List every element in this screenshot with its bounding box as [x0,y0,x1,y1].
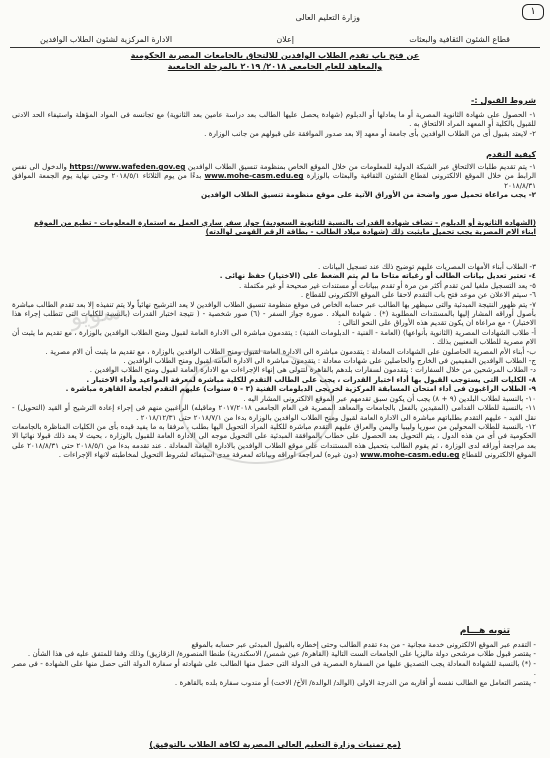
ministry-name: وزارة التعليم العالى [295,13,360,22]
apply-item-1-dates: بدءًا من يوم الثلاثاء ٢٠١٨/٥/١ وحتى نهاية يوم الجمعة الموافق ٢٠١٨/٨/٣١ [12,171,536,190]
admission-item-2: ٢- لايعتد بقبول أى من الطلاب الوافدين بأى جامعة أو معهد إلا بعد صدور الموافقة على قبولهم من جانب الوزارة . [204,128,536,138]
admission-item-1: ١- الحصول على شهادة الثانوية المصرية أو ما يعادلها أو الدبلوم (شهادة يحصل عليها الطالب بعد دراسة عامين بعد الثانوية) مع تجانسه فى المواد المؤهلة واستيفاء الحد الادنى للقبول بالكلية أو المعهد المراد الالتحاق به . [12,110,536,129]
notice-list [12,640,536,687]
stamp-seal [180,350,334,464]
list-item: ٨- الكليات التى يستوجب القبول بها أداء اختبار القدرات ، يجب على الطالب التقدم للكلية مباشرة لمعرفة المواعيد وأداء الاختبار . [86,374,536,384]
notice-item: - يقتصر قبول طلاب مرشحى دولة ماليزيا على الجامعات الست التالية (القاهرة/ عين شمس/ الاسكندرية) طنطا المنصورة/ الزقازيق) وذلك وفقا للمتفق عليه فى هذا الشأن . [27,649,536,659]
wafeden-link[interactable]: https://www.wafeden.gov.eg [69,162,186,171]
item-12-text: ١٢- بالنسبة للطلاب المحولين من سوريا وليبيا واليمن والعراق عليهم التقدم مباشرة للكلية المراد التحويل اليها بطلب ، مرفقا به ما يفيد قيده بأى من الكليات المناظرة بالجامعات الحكومية فى أى من هذه الدول ، يتم التحويل بعد الحصول على خطاب بالموافقة المبدئية على التحويل موجه الى الادارة العامة للقبول بالوزارة ، بحيث لا يعد ذلك قبولا نهائيا الا بعد مراجعة أوراقه لدى الوزارة ، ثم يقوم الطالب بتحميل هذه المستندات على موقع الطلاب الوافدين بالادارة العامة المعادلة . عند تقدمه بدءا من ٢٠١٨/٥/١ حتى ٢٠١٨/٨/٣١ على الموقع الالكترونى للقطاع [12,421,536,460]
apply-instructions [12,162,536,200]
list-item: ٦- سيتم الاعلان عن موعد فتح باب التقدم لاحقا على الموقع الالكترونى للقطاع . [300,290,536,300]
apply-heading: كيفية التقدم [486,150,536,159]
list-item: ١١- بالنسبة للطلاب القدامى (المقيدين بالفعل بالجامعات والمعاهد المصرية فى العام الجامعى ٢٠١٧/٢٠١٨ وماقبله) الراغبين منهم فى إجراء إعادة الترشيح أو القيد (التحويل) - نقل القيد - عليهم التقدم بطلباتهم مباشرة الى الادارة العامة لقبول ومنح الطلاب الوافدين بالوزارة بدءا من ٢٠١٨/٧/١ حتى ٢٠١٨/١٢/٣١ . [12,403,536,422]
list-item: ٩- الطلاب الراغبون فى أداء امتحان المسابقة المركزية لخريجى الدبلومات الفنية (٣ - ٥ سنوات) عليهم التقدم لجامعة القاهرة مباشرة . [65,384,536,394]
list-item: ٤- تعتبر تعديل بيانات الطالب أو رغباته متاحا ما لم يتم الضغط على (الاختيار) حفظ نهائى . [219,271,536,281]
mohe-link-2[interactable]: www.mohe-casm.edu.eg [360,450,460,460]
notice-heading: تنويه هـــام [459,626,510,636]
apply-item-1-text: ١- يتم تقديم طلبات الالتحاق عبر الشبكة الدولية للمعلومات من خلال الموقع الخاص بمنظومة تنسيق الطلاب الوافدين [187,162,536,171]
apply-item-1 [12,162,536,190]
page-number: ١ [522,4,544,20]
sector-name: قطاع الشئون الثقافية والبعثات [409,35,510,44]
notice-item: - يقتصر التعامل مع الطالب نفسه أو أقاربه من الدرجة الاولى (الوالد/ الوالدة/ الأخ/ الاخت) أو مندوب سفارة بلده بالقاهرة . [174,677,536,687]
announcement-title [60,50,490,72]
header-divider [10,47,540,48]
announcement-label: إعلان [276,35,294,44]
sub-item: ج- الطلاب الوافدين المقيمين فى الخارج والحاصلين على شهادات معادلة : يتقدمون مباشرة الى الادارة العامة لقبول ومنح الطلاب الوافدين . [123,356,536,366]
notice-item: - التقدم عبر الموقع الالكترونى خدمة مجانية - من بدء تقدم الطالب وحتى إخطاره بالقبول المبدئى عبر حسابه بالموقع [191,640,536,649]
watermark: سويو [68,296,124,332]
sub-item: أ- طلاب الشهادات المصرية (الثانوية بأنواعها) (العامة - الفنية - الدبلومات الفنية) : يتقدمون مباشرة الى الادارة العامة لقبول ومنح الطلاب الوافدين بالوزارة ، مع تقديم ما يثبت أن الام مصرية للطلاب المعنيين بذلك . [12,327,536,347]
sub-item: د- الطلاب المرشحين من خلال السفارات : يتقدمون لسفارات بلدهم بالقاهرة لتتولى هى إنهاء الإجراءات مع الادارة العامة لقبول ومنح الطلاب الوافدين . [89,365,536,375]
list-item: ٥- يعد التسجيل ملغيا لمن تقدم أكثر من مرة أو تقدم ببيانات أو مستندات غير صحيحة أو غير مكتملة . [238,280,536,290]
admission-conditions [12,110,536,138]
sub-item: ب- أبناء الأم المصرية الحاصلون على الشهادات المعادلة : يتقدمون مباشرة الى الادارة العامة لقبول ومنح الطلاب الوافدين بالوزارة ، مع تقديم ما يثبت أن الام مصرية . [45,346,536,356]
list-item: ١٠- بالنسبة لطلاب البلدين (٩ + ٨) يجب أن يكون سبق تقدمهم عبر الموقع الالكترونى المشار اليه . [243,393,536,403]
apply-item-2: ٢- يجب مراعاة تحميل صور واضحة من الأوراق الآتية على موقع منظومة تنسيق الطلاب الوافدين [201,190,536,200]
admission-heading: شروط القبول :- [471,96,536,105]
apply-item-1-text-b: والدخول الى نفس الرابط من خلال الموقع الالكترونى لقطاع الشئون الثقافية والبعثات بالوزارة [12,162,537,181]
list-item: ٣- الطلاب أبناء الأمهات المصريات عليهم توضيح ذلك عند تسجيل البيانات . [317,262,536,271]
required-documents [12,218,536,237]
title-line-1: عن فتح باب تقدم الطلاب الوافدين للالتحاق بالجامعات المصرية الحكومية [130,50,420,60]
docs-bracket-1: (الشهادة الثانوية أو الدبلوم - تضاف شهادة القدرات بالنسبة للثانوية السعودية) جواز سفر ساري العمل به استمارة المعلومات - تطبع من الموقع [34,218,536,227]
closing-line: (مع تمنيات وزارة التعليم العالى المصرية لكافة الطلاب بالتوفيق) [149,740,401,749]
docs-bracket-2: ابناء الام المصرية يجب تحميل مايثبت ذلك (شهادة ميلاد الطالب - بطاقة الرقم القومى لوالدته) [205,227,536,237]
title-line-2: والمعاهد للعام الجامعى ٢٠١٨/ ٢٠١٩ بالمرحلة الجامعية [167,61,383,71]
mohe-link[interactable]: www.mohe-casm.edu.eg [204,171,304,181]
notice-item: - (*) بالنسبة للشهادة المعادلة يجب التصديق عليها من السفارة المصرية فى الدولة التى حصل منها الطالب على شهادته أو سفارة الدولة التى حصل منها على الشهادة - فى مصر . [12,658,536,678]
admin-name: الادارة المركزية لشئون الطلاب الوافدين [40,35,173,44]
list-item: ٧- يتم ظهور النتيجة المبدئية والتى سيظهر بها الطالب عبر حسابه الخاص فى موقع منظومة تنسيق الطلاب الوافدين لا يعد الترشيح نهائياً ولا يتم تنفيذه إلا بعد تقدم الطالب مباشرة بأصول أوراقه المشار إليها بالمستندات المطلوبة (*) . شهادة الميلاد . صورة جواز السفر - (٦) صور شخصية - ( نتيجة اختبار القدرات (بالنسبة للكليات التى تتطلب إجراء هذا الاختبار) - مع مراعاة ان يكون تقديم هذه الأوراق على النحو التالى : [12,299,536,328]
item-12-end: (دون غيره) لمراجعة اوراقه وبياناته لمعرفة مدى استيفائه لشروط التحويل لمخاطبته لانهاء الإجراءات . [58,450,358,460]
